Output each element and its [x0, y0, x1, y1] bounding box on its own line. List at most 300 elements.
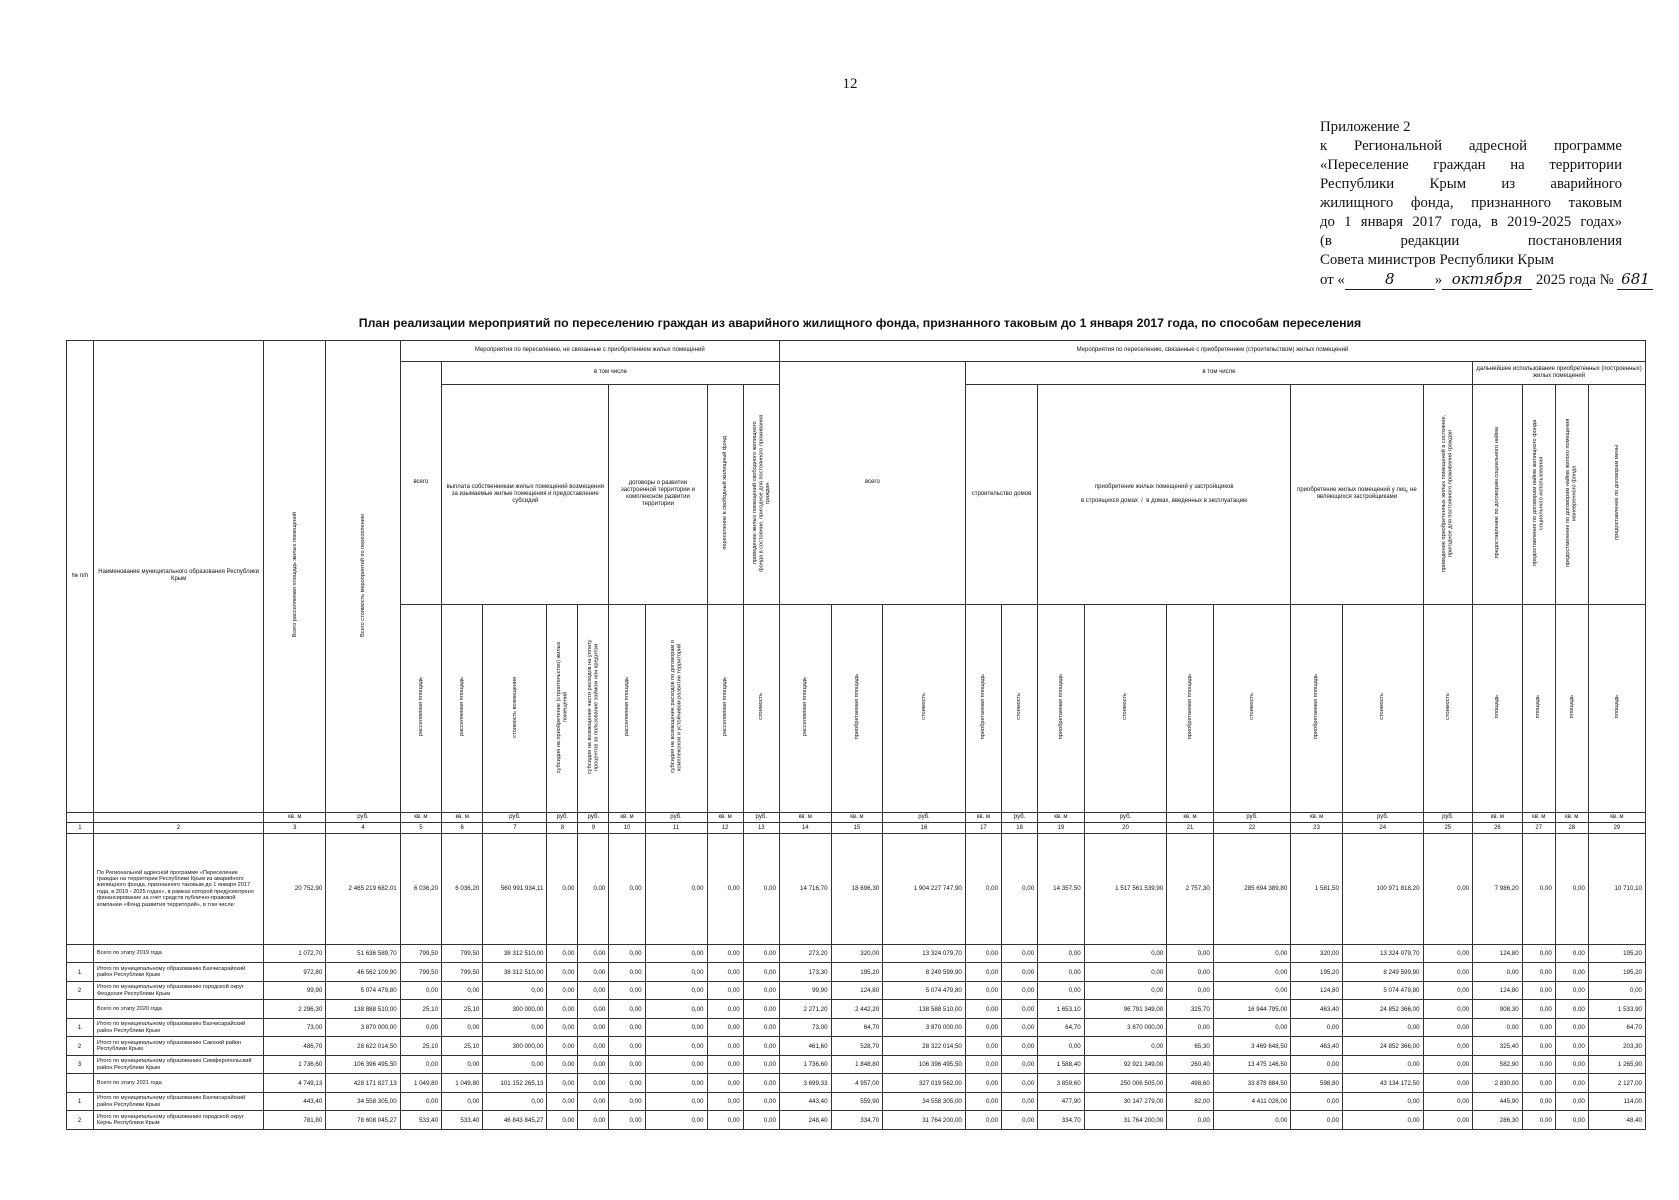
date-day: 8 — [1345, 270, 1435, 290]
value-cell: 0,00 — [1002, 833, 1038, 944]
unit-cell: руб. — [547, 812, 578, 822]
header-bring-purchased: приведение приобретенных жилых помещений в состояние, пригодное для постоянного проживания граждан — [1423, 384, 1473, 604]
value-cell: 0,00 — [1291, 1018, 1343, 1037]
column-number-cell: 11 — [645, 823, 707, 833]
value-cell: 0,00 — [442, 1092, 483, 1111]
value-cell: 0,00 — [1038, 944, 1084, 963]
value-cell: 1 265,90 — [1588, 1055, 1645, 1074]
value-cell: 0,00 — [609, 944, 645, 963]
value-cell: 8 249 599,90 — [1342, 963, 1423, 982]
value-cell: 0,00 — [400, 1055, 441, 1074]
value-cell: 13 475 146,50 — [1213, 1055, 1290, 1074]
value-cell: 0,00 — [547, 1092, 578, 1111]
table-row — [67, 944, 1646, 963]
value-cell: 33 878 884,50 — [1213, 1074, 1290, 1093]
value-cell: 1 072,70 — [264, 944, 326, 963]
value-cell: 0,00 — [1213, 981, 1290, 1000]
sub-subsidy-purchase: субсидия на приобретение (строительство) жилых помещений — [547, 604, 578, 812]
unit-cell: руб. — [645, 812, 707, 822]
table-body — [67, 833, 1646, 1129]
value-cell: 5 074 479,80 — [1342, 981, 1423, 1000]
value-cell: 0,00 — [1555, 981, 1588, 1000]
value-cell: 0,00 — [1038, 981, 1084, 1000]
value-cell: 0,00 — [645, 833, 707, 944]
appendix-line: жилищного фонда, признанного таковым — [1320, 195, 1622, 211]
value-cell: 4 411 026,00 — [1213, 1092, 1290, 1111]
row-name: Итого по муниципальному образованию Бахчисарайский район Республики Крым — [93, 1092, 263, 1111]
value-cell: 320,00 — [831, 944, 883, 963]
column-number-cell: 2 — [93, 823, 263, 833]
column-number-cell: 16 — [883, 823, 966, 833]
value-cell: 25,10 — [400, 1037, 441, 1056]
value-cell: 260,40 — [1167, 1055, 1213, 1074]
value-cell: 1 736,60 — [779, 1055, 831, 1074]
value-cell: 799,50 — [400, 944, 441, 963]
value-cell: 0,00 — [547, 833, 578, 944]
value-cell: 2 465 219 682,01 — [326, 833, 400, 944]
value-cell: 0,00 — [645, 981, 707, 1000]
header-social-use: предоставление по договорам найма жилищного фонда социального использования — [1522, 384, 1555, 604]
value-cell: 0,00 — [1423, 1000, 1473, 1019]
value-cell: 0,00 — [1213, 1018, 1290, 1037]
value-cell: 0,00 — [1423, 1092, 1473, 1111]
value-cell: 582,90 — [1473, 1055, 1523, 1074]
value-cell: 34 558 305,00 — [883, 1092, 966, 1111]
units-blank — [67, 812, 94, 822]
value-cell: 28 322 014,50 — [883, 1037, 966, 1056]
row-name: Всего по этапу 2021 года — [93, 1074, 263, 1093]
value-cell: 0,00 — [547, 1074, 578, 1093]
value-cell: 0,00 — [578, 1018, 609, 1037]
value-cell: 334,70 — [1038, 1111, 1084, 1130]
value-cell: 0,00 — [645, 963, 707, 982]
unit-cell: кв. м — [1473, 812, 1523, 822]
value-cell: 0,00 — [442, 981, 483, 1000]
value-cell: 51 636 589,70 — [326, 944, 400, 963]
value-cell: 477,90 — [1038, 1092, 1084, 1111]
row-name: Итого по муниципальному образованию Бахчисарайский район Республики Крым — [93, 1018, 263, 1037]
sub-cost: стоимость — [1423, 604, 1473, 812]
row-number — [67, 1074, 94, 1093]
column-number-cell: 18 — [1002, 823, 1038, 833]
value-cell: 25,10 — [400, 1000, 441, 1019]
value-cell: 325,40 — [1473, 1037, 1523, 1056]
value-cell: 250 006 505,00 — [1084, 1074, 1167, 1093]
value-cell: 0,00 — [1473, 1018, 1523, 1037]
value-cell: 0,00 — [609, 1092, 645, 1111]
sub-resettled-area: расселяемая площадь — [400, 604, 441, 812]
value-cell: 0,00 — [1342, 1055, 1423, 1074]
value-cell: 0,00 — [707, 1074, 743, 1093]
row-name: Итого по муниципальному образованию Бахчисарайский район Республики Крым — [93, 963, 263, 982]
appendix-line: «Переселение граждан на территории — [1320, 157, 1622, 173]
value-cell: 0,00 — [1555, 1018, 1588, 1037]
value-cell: 0,00 — [1423, 981, 1473, 1000]
value-cell: 78 608 045,27 — [326, 1111, 400, 1130]
sub-subsidy-contracts: субсидия на возмещение расходов по договорам о комплексном и устойчивом развитии территорий — [645, 604, 707, 812]
value-cell: 0,00 — [1213, 1111, 1290, 1130]
value-cell: 18 696,30 — [831, 833, 883, 944]
value-cell: 0,00 — [965, 1074, 1001, 1093]
value-cell: 0,00 — [743, 1037, 779, 1056]
sub-cost: стоимость — [1002, 604, 1038, 812]
value-cell: 46 843 845,27 — [483, 1111, 547, 1130]
row-number: 2 — [67, 1037, 94, 1056]
value-cell: 0,00 — [1291, 1055, 1343, 1074]
header-vsego-2: всего — [779, 361, 965, 604]
value-cell: 2 757,30 — [1167, 833, 1213, 944]
value-cell: 173,30 — [779, 963, 831, 982]
header-exchange: предоставление по договорам мены — [1588, 384, 1645, 604]
value-cell: 486,70 — [264, 1037, 326, 1056]
value-cell: 25,10 — [442, 1000, 483, 1019]
value-cell: 0,00 — [1522, 833, 1555, 944]
value-cell: 1 049,80 — [400, 1074, 441, 1093]
column-number-cell: 4 — [326, 823, 400, 833]
row-name: По Региональной адресной программе «Переселение граждан на территории Республики Крым из аварийного жилищного фонда, признанного таковым до 1 января 2017 года, в 2019 - 2025 годах», в рамках которой предусмотрено финансирование за счет средств публично-правовой компании «Фонд развития территорий», в том числе: — [93, 833, 263, 944]
column-numbers-row — [67, 823, 1646, 833]
value-cell: 799,50 — [442, 944, 483, 963]
value-cell: 64,70 — [1588, 1018, 1645, 1037]
sub-acquired-area: приобретаемая площадь — [1291, 604, 1343, 812]
row-number — [67, 833, 94, 944]
table-row — [67, 1037, 1646, 1056]
value-cell: 25,10 — [442, 1037, 483, 1056]
plan-table — [66, 340, 1646, 1130]
value-cell: 0,00 — [1084, 1037, 1167, 1056]
appendix-line: Республики Крым из аварийного — [1320, 176, 1622, 192]
value-cell: 0,00 — [1555, 1037, 1588, 1056]
value-cell: 972,80 — [264, 963, 326, 982]
value-cell: 3 859,60 — [1038, 1074, 1084, 1093]
value-cell: 8 249 599,90 — [883, 963, 966, 982]
value-cell: 0,00 — [1291, 1111, 1343, 1130]
unit-cell: кв. м — [442, 812, 483, 822]
header-purchase-non-dev: приобретение жилых помещений у лиц, не являющихся застройщиками — [1291, 384, 1423, 604]
value-cell: 0,00 — [1522, 1037, 1555, 1056]
value-cell: 82,00 — [1167, 1092, 1213, 1111]
value-cell: 124,80 — [1473, 944, 1523, 963]
units-row — [67, 812, 1646, 822]
value-cell: 31 764 200,00 — [883, 1111, 966, 1130]
value-cell: 124,80 — [1473, 981, 1523, 1000]
value-cell: 273,20 — [779, 944, 831, 963]
value-cell: 195,20 — [1588, 944, 1645, 963]
value-cell: 560 991 934,11 — [483, 833, 547, 944]
value-cell: 0,00 — [965, 1055, 1001, 1074]
unit-cell: руб. — [1342, 812, 1423, 822]
value-cell: 3 870 000,00 — [1084, 1018, 1167, 1037]
value-cell: 0,00 — [547, 963, 578, 982]
value-cell: 0,00 — [609, 963, 645, 982]
value-cell: 0,00 — [707, 944, 743, 963]
value-cell: 0,00 — [609, 1074, 645, 1093]
column-number-cell: 8 — [547, 823, 578, 833]
appendix-line: к Региональной адресной программе — [1320, 138, 1622, 154]
value-cell: 92 921 349,00 — [1084, 1055, 1167, 1074]
value-cell: 0,00 — [743, 833, 779, 944]
sub-resettled-area: расселяемая площадь — [442, 604, 483, 812]
value-cell: 99,90 — [264, 981, 326, 1000]
value-cell: 0,00 — [743, 1055, 779, 1074]
value-cell: 4 749,13 — [264, 1074, 326, 1093]
column-number-cell: 1 — [67, 823, 94, 833]
unit-cell: руб. — [1084, 812, 1167, 822]
value-cell: 138 588 510,00 — [883, 1000, 966, 1019]
appendix-line: (в редакции постановления — [1320, 233, 1622, 249]
row-name: Всего по этапу 2019 года — [93, 944, 263, 963]
value-cell: 799,50 — [442, 963, 483, 982]
value-cell: 65,30 — [1167, 1037, 1213, 1056]
value-cell: 0,00 — [707, 1055, 743, 1074]
value-cell: 0,00 — [1555, 1000, 1588, 1019]
value-cell: 31 764 200,00 — [1084, 1111, 1167, 1130]
column-number-cell: 21 — [1167, 823, 1213, 833]
value-cell: 0,00 — [1555, 1055, 1588, 1074]
value-cell: 1 904 227 747,90 — [883, 833, 966, 944]
value-cell: 463,40 — [1291, 1000, 1343, 1019]
header-free-fund: переселение в свободный жилищный фонд — [707, 384, 743, 604]
value-cell: 0,00 — [547, 944, 578, 963]
value-cell: 0,00 — [645, 1037, 707, 1056]
value-cell: 443,40 — [779, 1092, 831, 1111]
column-number-cell: 13 — [743, 823, 779, 833]
unit-cell: кв. м — [609, 812, 645, 822]
value-cell: 0,00 — [578, 963, 609, 982]
value-cell: 0,00 — [645, 944, 707, 963]
value-cell: 101 152 265,13 — [483, 1074, 547, 1093]
value-cell: 0,00 — [965, 833, 1001, 944]
column-number-cell: 6 — [442, 823, 483, 833]
value-cell: 325,70 — [1167, 1000, 1213, 1019]
value-cell: 0,00 — [965, 944, 1001, 963]
value-cell: 0,00 — [1555, 833, 1588, 944]
value-cell: 0,00 — [707, 833, 743, 944]
value-cell: 38 312 510,00 — [483, 963, 547, 982]
unit-cell: кв. м — [707, 812, 743, 822]
value-cell: 48,40 — [1588, 1111, 1645, 1130]
value-cell: 0,00 — [1555, 963, 1588, 982]
value-cell: 0,00 — [578, 1074, 609, 1093]
value-cell: 498,60 — [1167, 1074, 1213, 1093]
value-cell: 0,00 — [707, 1000, 743, 1019]
value-cell: 73,00 — [779, 1018, 831, 1037]
unit-cell: руб. — [1002, 812, 1038, 822]
value-cell: 0,00 — [965, 981, 1001, 1000]
sub-acquired-area: приобретаемая площадь — [1038, 604, 1084, 812]
column-number-cell: 20 — [1084, 823, 1167, 833]
column-number-cell: 17 — [965, 823, 1001, 833]
table-row — [67, 1018, 1646, 1037]
value-cell: 0,00 — [1084, 944, 1167, 963]
column-number-cell: 23 — [1291, 823, 1343, 833]
value-cell: 0,00 — [609, 1037, 645, 1056]
value-cell: 124,80 — [1291, 981, 1343, 1000]
row-number: 3 — [67, 1055, 94, 1074]
value-cell: 0,00 — [609, 1000, 645, 1019]
value-cell: 0,00 — [1522, 1111, 1555, 1130]
column-number-cell: 14 — [779, 823, 831, 833]
table-row — [67, 963, 1646, 982]
value-cell: 0,00 — [645, 1111, 707, 1130]
header-group-unrelated: Мероприятия по переселению, не связанные с приобретением жилых помещений — [400, 341, 779, 362]
value-cell: 3 870 000,00 — [326, 1018, 400, 1037]
value-cell: 0,00 — [483, 1092, 547, 1111]
value-cell: 0,00 — [1167, 963, 1213, 982]
value-cell: 0,00 — [1522, 944, 1555, 963]
value-cell: 0,00 — [707, 1111, 743, 1130]
value-cell: 0,00 — [609, 833, 645, 944]
value-cell: 781,80 — [264, 1111, 326, 1130]
header-incl: в том числе — [442, 361, 780, 384]
table-row — [67, 1092, 1646, 1111]
value-cell: 0,00 — [1002, 1037, 1038, 1056]
sub-acquired-area: приобретаемая площадь — [965, 604, 1001, 812]
value-cell: 46 562 109,90 — [326, 963, 400, 982]
value-cell: 0,00 — [483, 981, 547, 1000]
value-cell: 0,00 — [547, 1037, 578, 1056]
sub-area: площадь — [1473, 604, 1523, 812]
value-cell: 0,00 — [578, 1055, 609, 1074]
value-cell: 0,00 — [965, 1037, 1001, 1056]
unit-cell: кв. м — [1588, 812, 1645, 822]
value-cell: 0,00 — [1555, 944, 1588, 963]
column-number-cell: 15 — [831, 823, 883, 833]
value-cell: 0,00 — [707, 963, 743, 982]
sub-cost: стоимость — [883, 604, 966, 812]
date-prefix: от « — [1320, 272, 1345, 288]
value-cell: 24 852 366,00 — [1342, 1037, 1423, 1056]
value-cell: 0,00 — [1423, 1074, 1473, 1093]
value-cell: 0,00 — [1555, 1111, 1588, 1130]
table-row — [67, 981, 1646, 1000]
sub-compensation-cost: стоимость возмещения — [483, 604, 547, 812]
table-row — [67, 1000, 1646, 1019]
value-cell: 2 442,20 — [831, 1000, 883, 1019]
value-cell: 73,00 — [264, 1018, 326, 1037]
sub-resettled-area: расселяемая площадь — [609, 604, 645, 812]
value-cell: 0,00 — [578, 944, 609, 963]
value-cell: 0,00 — [1084, 963, 1167, 982]
sub-resettled-area: расселяемая площадь — [707, 604, 743, 812]
value-cell: 0,00 — [1002, 944, 1038, 963]
row-number: 1 — [67, 1018, 94, 1037]
value-cell: 285 694 389,80 — [1213, 833, 1290, 944]
value-cell: 0,00 — [609, 1111, 645, 1130]
table-row — [67, 1055, 1646, 1074]
value-cell: 0,00 — [645, 1018, 707, 1037]
value-cell: 3 469 648,50 — [1213, 1037, 1290, 1056]
value-cell: 0,00 — [1167, 1111, 1213, 1130]
header-bring-fund: приведение жилых помещений свободного жилищного фонда в состояние, пригодное для постоянного проживания граждан — [743, 384, 779, 604]
value-cell: 0,00 — [707, 1018, 743, 1037]
header-incl-2: в том числе — [965, 361, 1472, 384]
value-cell: 0,00 — [1522, 981, 1555, 1000]
unit-cell: кв. м — [1038, 812, 1084, 822]
sub-cost: стоимость — [1213, 604, 1290, 812]
value-cell: 0,00 — [1522, 1055, 1555, 1074]
value-cell: 0,00 — [1038, 963, 1084, 982]
value-cell: 138 888 510,00 — [326, 1000, 400, 1019]
row-name: Итого по муниципальному образованию Сакский район Республики Крым — [93, 1037, 263, 1056]
value-cell: 0,00 — [547, 1000, 578, 1019]
value-cell: 0,00 — [645, 1092, 707, 1111]
value-cell: 1 049,80 — [442, 1074, 483, 1093]
column-number-cell: 22 — [1213, 823, 1290, 833]
value-cell: 799,50 — [400, 963, 441, 982]
value-cell: 2 830,00 — [1473, 1074, 1523, 1093]
value-cell: 327 019 562,00 — [883, 1074, 966, 1093]
value-cell: 0,00 — [609, 1018, 645, 1037]
value-cell: 14 357,50 — [1038, 833, 1084, 944]
header-col-name: Наименование муниципального образования Республики Крым — [93, 341, 263, 813]
value-cell: 0,00 — [1423, 1018, 1473, 1037]
header-construction: строительство домов — [965, 384, 1037, 604]
sub-resettled-area: расселяемая площадь — [779, 604, 831, 812]
value-cell: 1 588,40 — [1038, 1055, 1084, 1074]
sub-cost: стоимость — [1084, 604, 1167, 812]
value-cell: 0,00 — [1002, 1000, 1038, 1019]
value-cell: 0,00 — [400, 1018, 441, 1037]
value-cell: 0,00 — [1002, 981, 1038, 1000]
value-cell: 106 396 495,50 — [883, 1055, 966, 1074]
row-name: Итого по муниципальному образованию Симферопольский район Республики Крым — [93, 1055, 263, 1074]
value-cell: 0,00 — [400, 1092, 441, 1111]
value-cell: 0,00 — [1002, 1111, 1038, 1130]
value-cell: 13 324 079,70 — [1342, 944, 1423, 963]
value-cell: 0,00 — [1555, 1092, 1588, 1111]
value-cell: 443,40 — [264, 1092, 326, 1111]
unit-cell: руб. — [326, 812, 400, 822]
value-cell: 0,00 — [1522, 1000, 1555, 1019]
column-number-cell: 9 — [578, 823, 609, 833]
row-number — [67, 944, 94, 963]
value-cell: 10 710,10 — [1588, 833, 1645, 944]
value-cell: 0,00 — [547, 981, 578, 1000]
header-maneuver: предоставление по договорам найма жилого помещения маневренного фонда — [1555, 384, 1588, 604]
column-number-cell: 26 — [1473, 823, 1523, 833]
unit-cell: руб. — [1423, 812, 1473, 822]
value-cell: 0,00 — [1342, 1111, 1423, 1130]
value-cell: 0,00 — [547, 1018, 578, 1037]
unit-cell: кв. м — [1522, 812, 1555, 822]
value-cell: 0,00 — [1522, 1092, 1555, 1111]
value-cell: 14 716,70 — [779, 833, 831, 944]
value-cell: 0,00 — [1167, 1018, 1213, 1037]
sub-acquired-area: приобретаемая площадь — [1167, 604, 1213, 812]
value-cell: 0,00 — [743, 1111, 779, 1130]
value-cell: 0,00 — [965, 1111, 1001, 1130]
value-cell: 0,00 — [743, 981, 779, 1000]
value-cell: 0,00 — [743, 1074, 779, 1093]
value-cell: 0,00 — [743, 1092, 779, 1111]
value-cell: 0,00 — [1342, 1018, 1423, 1037]
value-cell: 908,30 — [1473, 1000, 1523, 1019]
value-cell: 1 533,90 — [1588, 1000, 1645, 1019]
value-cell: 195,20 — [1588, 963, 1645, 982]
value-cell: 0,00 — [1167, 944, 1213, 963]
row-name: Всего по этапу 2020 года — [93, 1000, 263, 1019]
sub-subsidy-credit: субсидия на возмещение части расходов на уплату процентов за пользование займом или кредитом — [578, 604, 609, 812]
unit-cell: кв. м — [965, 812, 1001, 822]
value-cell: 24 852 366,00 — [1342, 1000, 1423, 1019]
value-cell: 0,00 — [1473, 963, 1523, 982]
value-cell: 124,80 — [831, 981, 883, 1000]
header-area-total: Всего расселяемая площадь жилых помещений — [264, 341, 326, 813]
column-number-cell: 28 — [1555, 823, 1588, 833]
value-cell: 96 791 349,00 — [1084, 1000, 1167, 1019]
sub-acquired-area: приобретаемая площадь — [831, 604, 883, 812]
